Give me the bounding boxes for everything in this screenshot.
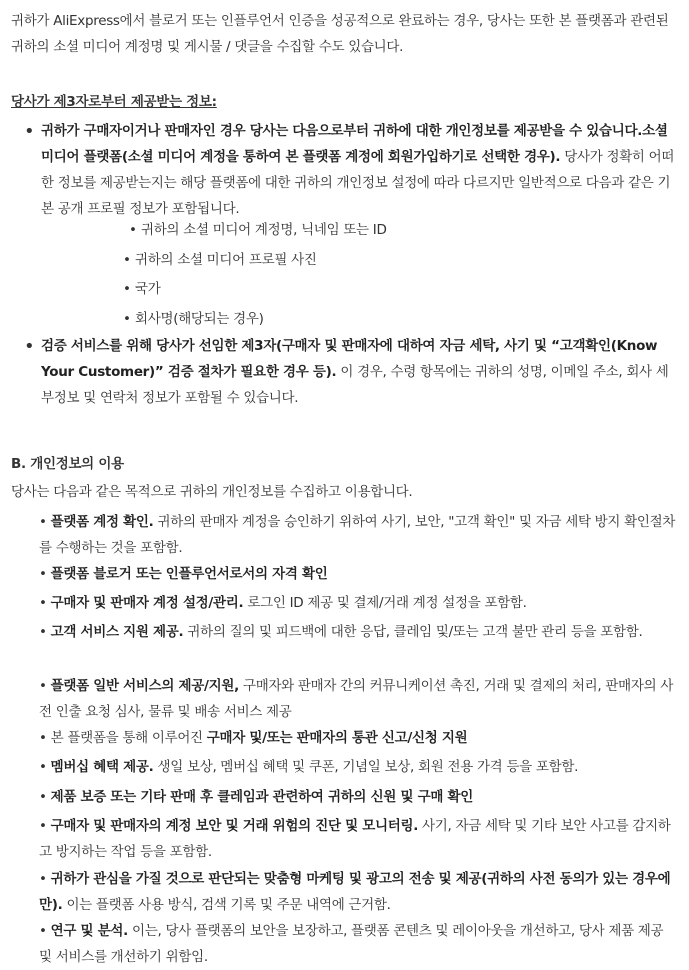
use-item-text: 구매자와 판매자 간의 커뮤니케이션 촉진, 거래 및 결제의 처리, 판매자의 사전 인출 요청 심사, 물류 및 배송 서비스 제공 — [39, 678, 674, 720]
sub-item — [129, 219, 387, 241]
item-bullet-dot: • — [39, 730, 47, 746]
sub-item-label: 국가 — [135, 281, 161, 297]
use-item-bold: 플랫폼 일반 서비스의 제공/지원, — [50, 678, 239, 694]
item-bullet-dot: • — [39, 595, 47, 611]
use-item — [39, 673, 677, 725]
item-bullet-dot: • — [39, 871, 47, 887]
use-item-text: 로그인 ID 제공 및 결제/거래 계정 설정을 포함함. — [243, 595, 527, 611]
sub-item — [123, 278, 160, 300]
sub-bullet-dot: • — [123, 252, 131, 268]
use-item-text: 귀하의 판매자 계정을 승인하기 위하여 사기, 보안, "고객 확인" 및 자금 세탁 방지 확인절차를 수행하는 것을 포함함. — [39, 514, 676, 556]
third-party-bullet-2 — [41, 333, 677, 411]
item-bullet-dot: • — [39, 759, 47, 775]
use-item-bold: 연구 및 분석. — [50, 923, 129, 939]
sub-item — [123, 308, 264, 330]
use-item — [39, 813, 677, 865]
use-item-bold: 제품 보증 또는 기타 판매 후 클레임과 관련하여 귀하의 신원 및 구매 확인 — [50, 789, 473, 805]
use-item-bold: 멤버십 혜택 제공. — [50, 759, 154, 775]
use-item-text: 이는, 당사 플랫폼의 보안을 보장하고, 플랫폼 콘텐츠 및 레이아웃을 개선하고, 당사 제품 제공 및 서비스를 개선하기 위함임. — [39, 923, 664, 965]
bullet-2-text: 이 경우, 수령 항목에는 귀하의 성명, 이메일 주소, 회사 세부정보 및 연락처 정보가 포함될 수 있습니다. — [41, 364, 669, 406]
sub-item-label: 귀하의 소셜 미디어 계정명, 닉네임 또는 ID — [141, 222, 387, 238]
sub-bullet-dot: • — [123, 311, 131, 327]
use-item-bold: 고객 서비스 지원 제공. — [50, 624, 184, 640]
item-bullet-dot: • — [39, 566, 47, 582]
item-bullet-dot: • — [39, 923, 47, 939]
use-item-pre: 본 플랫폼을 통해 이루어진 — [50, 730, 207, 746]
use-item — [39, 784, 677, 810]
use-item — [39, 590, 677, 616]
use-item — [39, 561, 677, 587]
sub-bullet-dot: • — [129, 222, 137, 238]
intro-paragraph: 귀하가 AliExpress에서 블로거 또는 인플루언서 인증을 성공적으로 완료하는 경우, 당사는 또한 본 플랫폼과 관련된 귀하의 소셜 미디어 계정명 및 게시물 / 댓글을 수집할 수도 있습니다. — [11, 13, 669, 55]
item-bullet-dot: • — [39, 624, 47, 640]
use-item — [39, 866, 677, 918]
sub-bullet-dot: • — [123, 281, 131, 297]
use-item — [39, 754, 677, 780]
use-item-text: 귀하의 질의 및 피드백에 대한 응답, 클레임 및/또는 고객 불만 관리 등을 포함함. — [183, 624, 643, 640]
sub-item — [123, 249, 317, 271]
use-item-text: 이는 플랫폼 사용 방식, 검색 기록 및 주문 내역에 근거함. — [62, 897, 391, 913]
use-item-bold: 플랫폼 계정 확인. — [50, 514, 154, 530]
section-title-third-party: 당사가 제3자로부터 제공받는 정보: — [11, 94, 217, 110]
use-item-bold: 구매자 및/또는 판매자의 통관 신고/신청 지원 — [206, 730, 468, 746]
bullet-dot: • — [24, 121, 35, 142]
use-item-bold: 귀하가 관심을 가질 것으로 판단되는 맞춤형 마케팅 및 광고의 전송 및 제공(귀하의 사전 동의가 있는 경우에만). — [39, 871, 671, 913]
use-section-intro: 당사는 다음과 같은 목적으로 귀하의 개인정보를 수집하고 이용합니다. — [11, 484, 413, 500]
item-bullet-dot: • — [39, 789, 47, 805]
use-item-bold: 구매자 및 판매자 계정 설정/관리. — [50, 595, 244, 611]
sub-item-label: 회사명(해당되는 경우) — [135, 311, 264, 327]
bullet-2-bold: 검증 서비스를 위해 당사가 선임한 제3자(구매자 및 판매자에 대하여 자금 세탁, 사기 및 “고객확인(Know Your Customer)” 검증 절차가 필요한 경우 등). — [41, 338, 658, 380]
section-heading-use: B. 개인정보의 이용 — [11, 456, 124, 472]
use-item-text: 사기, 자금 세탁 및 기타 보안 사고를 감지하고 방지하는 작업 등을 포함함. — [39, 818, 671, 860]
bullet-dot: • — [24, 336, 35, 357]
sub-item-label: 귀하의 소셜 미디어 프로필 사진 — [135, 252, 317, 268]
item-bullet-dot: • — [39, 818, 47, 834]
third-party-bullet-1 — [41, 118, 677, 222]
use-item — [39, 619, 677, 645]
item-bullet-dot: • — [39, 678, 47, 694]
bullet-1-text: 당사가 정확히 어떠한 정보를 제공받는지는 해당 플랫폼에 대한 귀하의 개인정보 설정에 따라 다르지만 일반적으로 다음과 같은 기본 공개 프로필 정보가 포함됩니다. — [41, 149, 675, 217]
use-item — [39, 509, 677, 561]
use-item-bold: 플랫폼 블로거 또는 인플루언서로서의 자격 확인 — [50, 566, 328, 582]
use-item — [39, 725, 677, 751]
use-item-text: 생일 보상, 멤버십 혜택 및 쿠폰, 기념일 보상, 회원 전용 가격 등을 포함함. — [153, 759, 579, 775]
item-bullet-dot: • — [39, 514, 47, 530]
use-item — [39, 918, 677, 970]
bullet-1-bold: 귀하가 구매자이거나 판매자인 경우 당사는 다음으로부터 귀하에 대한 개인정보를 제공받을 수 있습니다.소셜 미디어 플랫폼(소셜 미디어 계정을 통하여 본 플랫폼 계정에 회원가입하기로 선택한 경우). — [41, 123, 668, 165]
use-item-bold: 구매자 및 판매자의 계정 보안 및 거래 위험의 진단 및 모니터링. — [50, 818, 419, 834]
